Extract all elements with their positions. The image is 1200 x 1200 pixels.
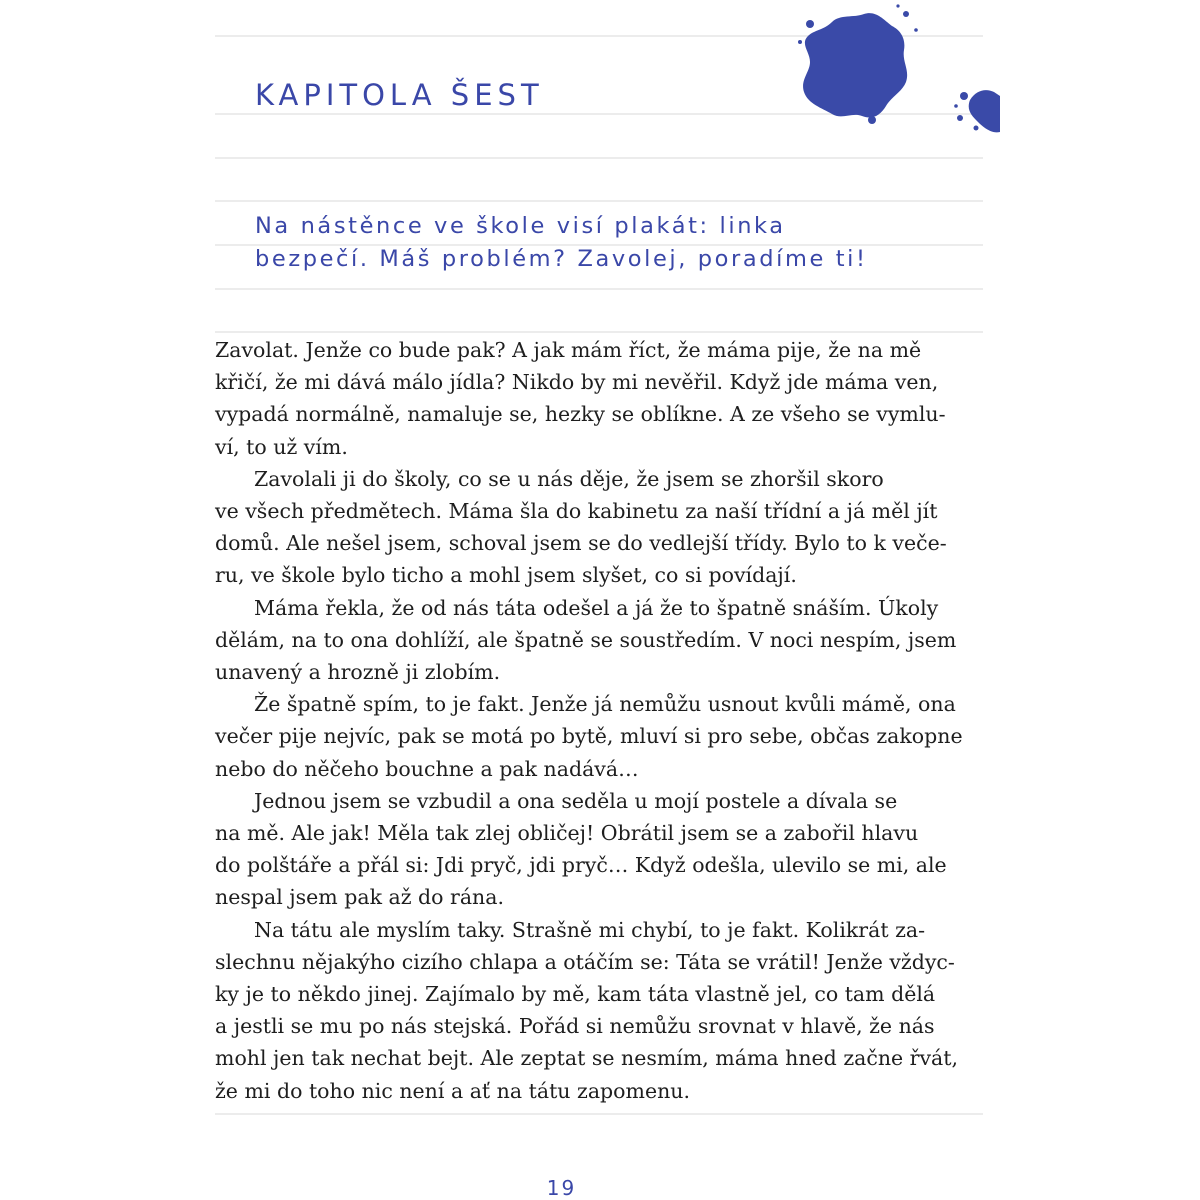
paragraph <box>215 688 963 785</box>
note-line: Na nástěnce ve škole visí plakát: linka <box>255 213 786 239</box>
chapter-title: KAPITOLA ŠEST <box>255 78 544 112</box>
text-line: ví, to už vím. <box>215 434 348 459</box>
text-line: vypadá normálně, namaluje se, hezky se oblíkne. A ze všeho se vymlu- <box>215 402 946 427</box>
text-line: ru, ve škole bylo ticho a mohl jsem slyšet, co si povídají. <box>215 563 797 588</box>
text-line: nebo do něčeho bouchne a pak nadává… <box>215 756 639 781</box>
text-line: mohl jen tak nechat bejt. Ale zeptat se nesmím, máma hned začne řvát, <box>215 1046 959 1071</box>
notebook-rule <box>215 200 983 202</box>
page-number: 19 <box>546 1176 577 1200</box>
text-line: slechnu nějakýho cizího chlapa a otáčím se: Táta se vrátil! Jenže vždyc- <box>215 949 955 974</box>
paragraph <box>215 463 947 592</box>
text-line: že mi do toho nic není a ať na tátu zapomenu. <box>215 1078 691 1103</box>
notebook-rule <box>215 1113 983 1115</box>
text-line: do polštáře a přál si: Jdi pryč, jdi pryč… Když odešla, ulevilo se mi, ale <box>215 853 947 878</box>
text-line: dělám, na to ona dohlíží, ale špatně se soustředím. V noci nespím, jsem <box>215 627 957 652</box>
text-line: nespal jsem pak až do rána. <box>215 885 505 910</box>
text-line: ve všech předmětech. Máma šla do kabinetu za naší třídní a já měl jít <box>215 499 938 524</box>
notebook-rule <box>215 288 983 290</box>
text-line: ky je to někdo jinej. Zajímalo by mě, kam táta vlastně jel, co tam dělá <box>215 982 936 1007</box>
text-line: Máma řekla, že od nás táta odešel a já že to špatně snáším. Úkoly <box>254 595 939 620</box>
handwritten-note <box>255 210 895 276</box>
ink-splat-icon <box>780 0 1000 140</box>
paragraph <box>215 592 957 689</box>
paragraph <box>215 785 947 914</box>
text-line: Zavolat. Jenže co bude pak? A jak mám říct, že máma pije, že na mě <box>215 338 922 362</box>
text-line: Zavolali ji do školy, co se u nás děje, že jsem se zhoršil skoro <box>254 466 884 491</box>
text-line: Že špatně spím, to je fakt. Jenže já nemůžu usnout kvůli mámě, ona <box>254 692 956 717</box>
text-line: a jestli se mu po nás stejská. Pořád si nemůžu srovnat v hlavě, že nás <box>215 1014 935 1039</box>
text-line: na mě. Ale jak! Měla tak zlej obličej! Obrátil jsem se a zabořil hlavu <box>215 821 919 846</box>
text-line: domů. Ale nešel jsem, schoval jsem se do vedlejší třídy. Bylo to k veče- <box>215 531 947 556</box>
text-line: křičí, že mi dává málo jídla? Nikdo by mi nevěřil. Když jde máma ven, <box>215 370 939 395</box>
paragraph <box>215 914 959 1107</box>
text-line: Jednou jsem se vzbudil a ona seděla u mojí postele a dívala se <box>254 788 898 813</box>
text-line: Na tátu ale myslím taky. Strašně mi chybí, to je fakt. Kolikrát za- <box>254 917 926 942</box>
notebook-rule <box>215 157 983 159</box>
note-line: bezpečí. Máš problém? Zavolej, poradíme ti! <box>255 246 868 272</box>
paragraph <box>215 334 946 463</box>
text-line: večer pije nejvíc, pak se motá po bytě, mluví si pro sebe, občas zakopne <box>215 724 963 749</box>
body-text <box>215 334 963 1107</box>
text-line: unavený a hrozně ji zlobím. <box>215 660 501 685</box>
notebook-rule <box>215 331 983 333</box>
